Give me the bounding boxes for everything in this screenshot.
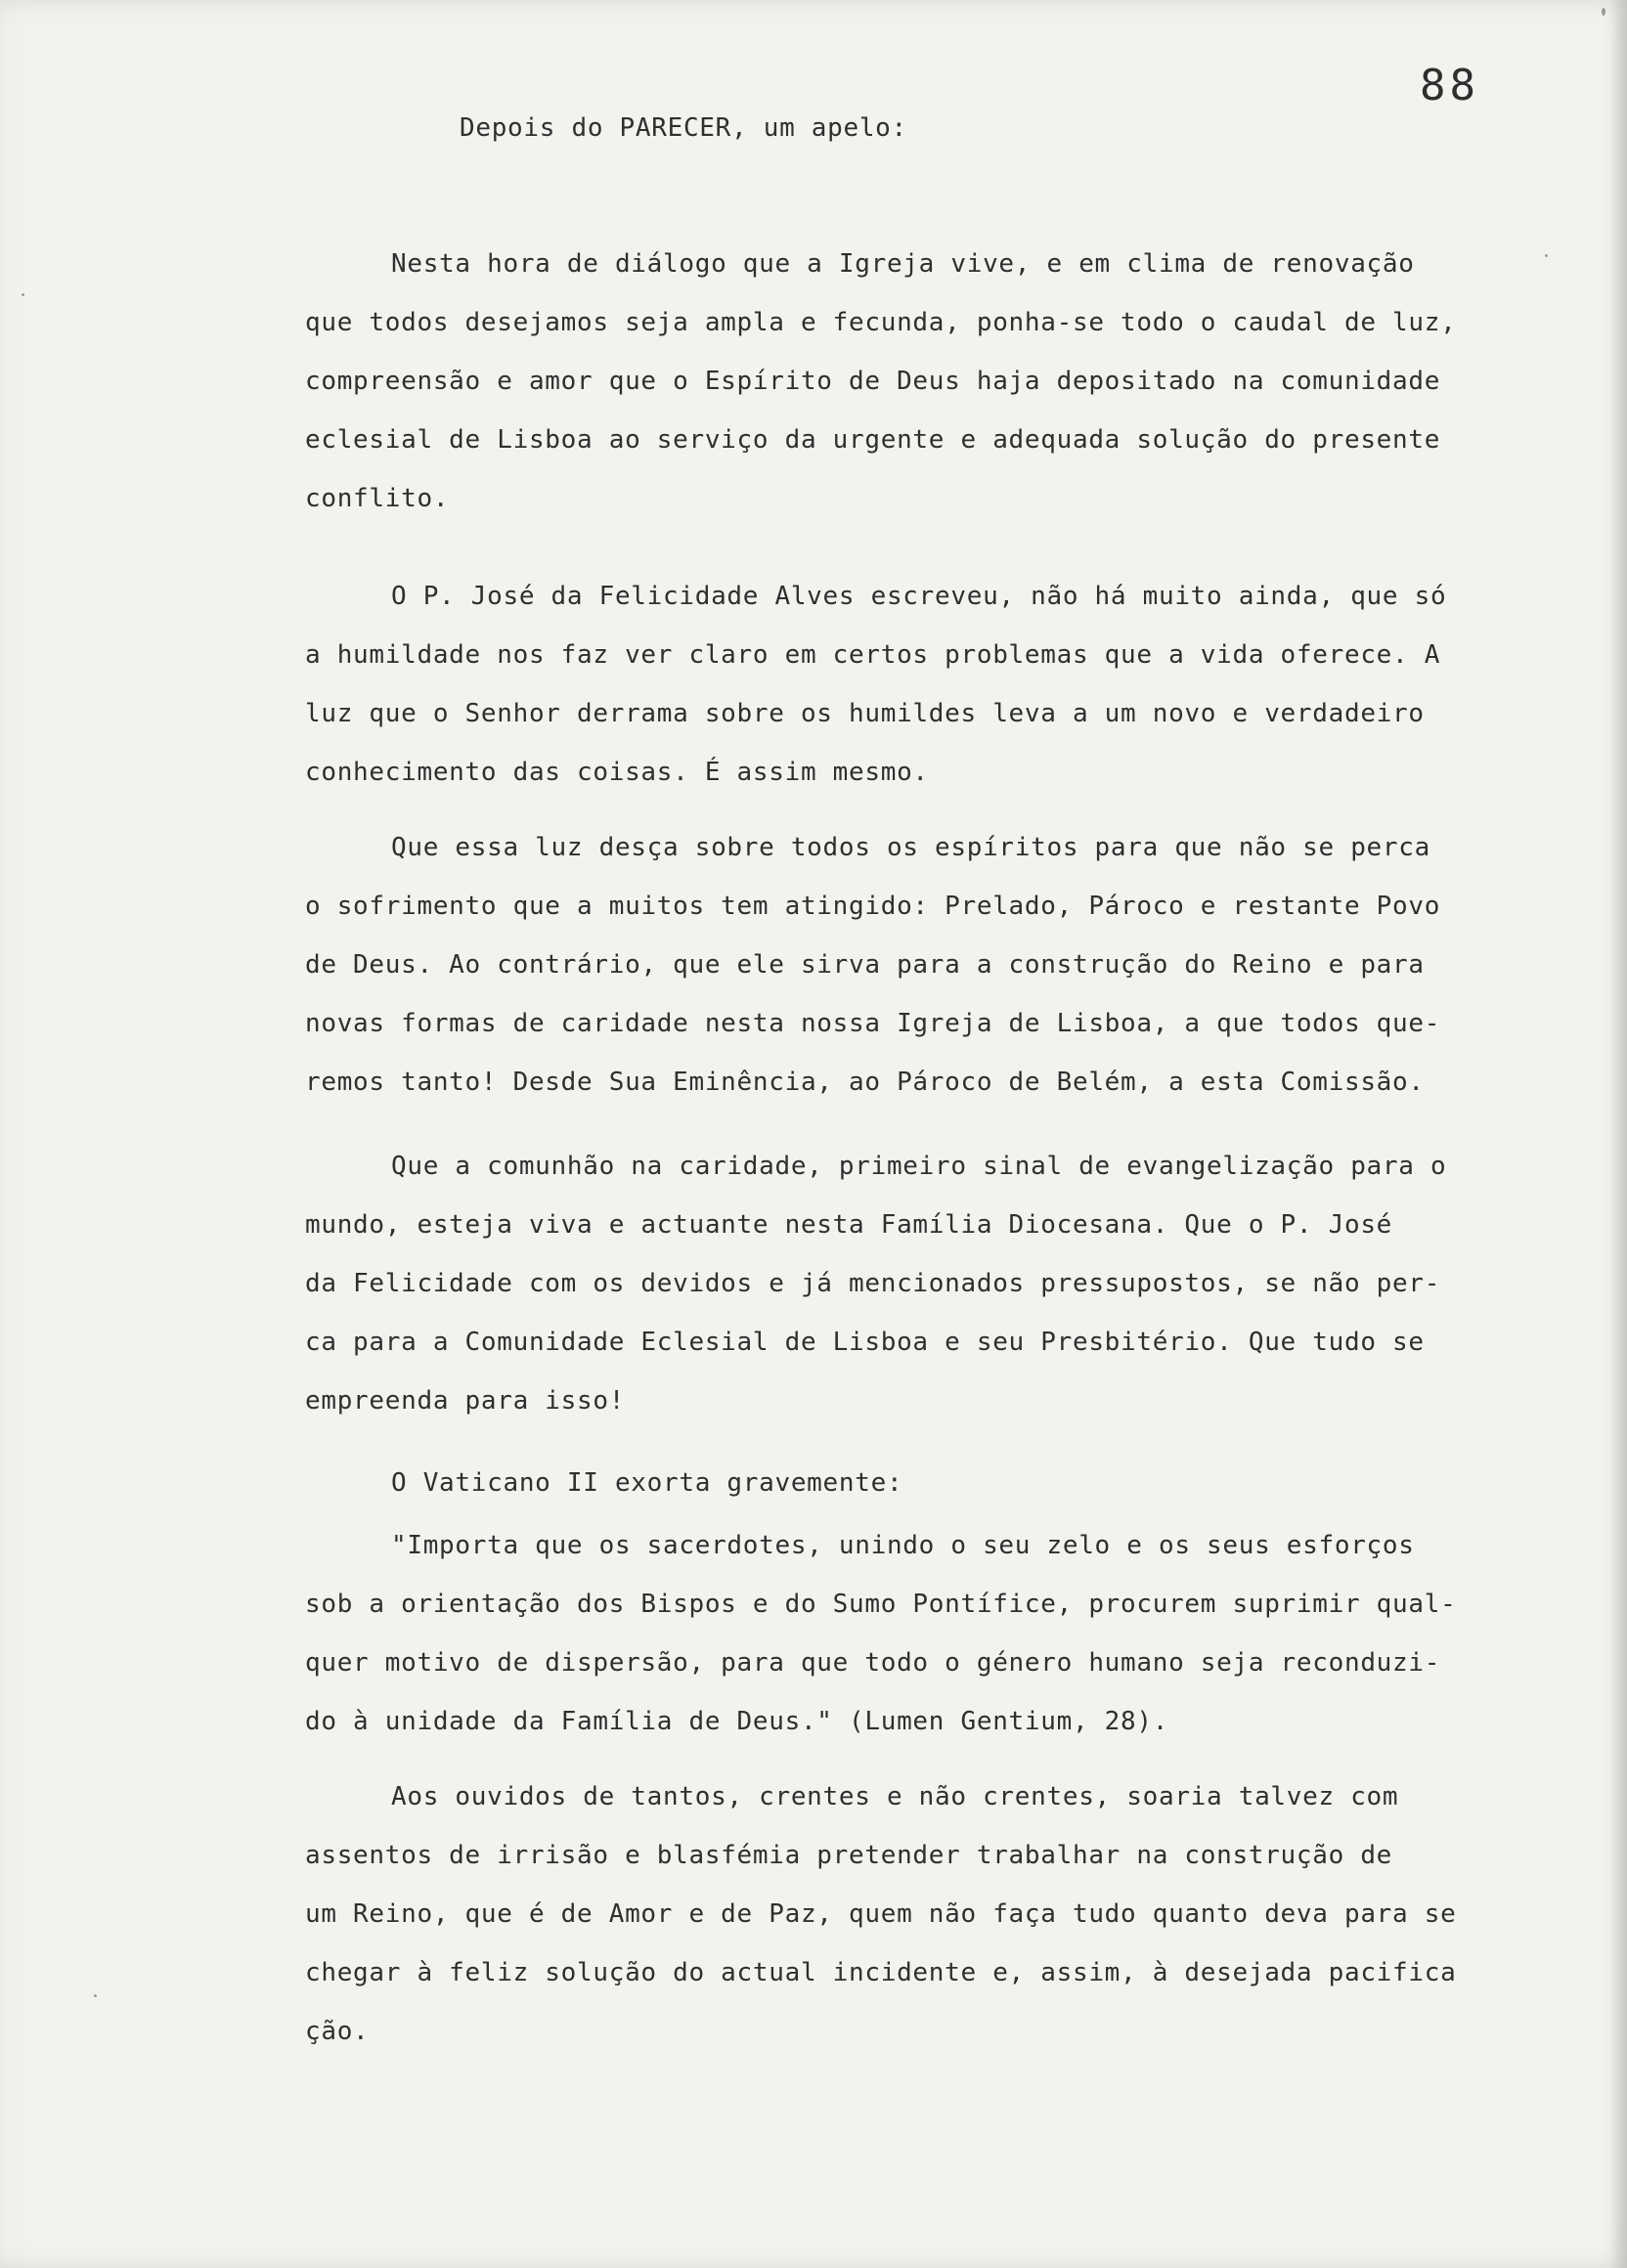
paragraph-line: Que a comunhão na caridade, primeiro sinal de evangelização para o [391,1152,1447,1181]
paragraph-line: da Felicidade com os devidos e já mencionados pressupostos, se não per- [305,1269,1441,1298]
paper-speck [22,293,24,296]
paragraph-line: O P. José da Felicidade Alves escreveu, não há muito ainda, que só [391,582,1447,611]
paragraph-line: Nesta hora de diálogo que a Igreja vive, e em clima de renovação [391,249,1415,279]
paragraph-line: ca para a Comunidade Eclesial de Lisboa e seu Presbitério. Que tudo se [305,1328,1425,1357]
paragraph-line: conhecimento das coisas. É assim mesmo. [305,758,929,787]
paragraph-line: luz que o Senhor derrama sobre os humildes leva a um novo e verdadeiro [305,699,1425,728]
paragraph-5 [305,1454,1576,1512]
paragraph-line: mundo, esteja viva e actuante nesta Família Diocesana. Que o P. José [305,1210,1393,1240]
paragraph-line: que todos desejamos seja ampla e fecunda, ponha-se todo o caudal de luz, [305,308,1457,337]
paragraph-line: Que essa luz desça sobre todos os espíritos para que não se perca [391,833,1430,862]
paragraph-3 [305,818,1576,1112]
paragraph-line: novas formas de caridade nesta nossa Igreja de Lisboa, a que todos que- [305,1009,1441,1038]
paragraph-2 [305,567,1576,802]
paragraph-line: um Reino, que é de Amor e de Paz, quem não faça tudo quanto deva para se [305,1899,1457,1929]
page-number: 88 [1420,61,1479,110]
paragraph-line: conflito. [305,484,450,513]
quotation-line: do à unidade da Família de Deus." (Lumen Gentium, 28). [305,1707,1169,1736]
page-edge-shadow [1609,0,1627,2268]
paragraph-4 [305,1137,1576,1430]
paragraph-line: compreensão e amor que o Espírito de Deus haja depositado na comunidade [305,367,1441,396]
paper-speck [1545,254,1548,257]
paper-speck [94,1994,97,1997]
paragraph-line: de Deus. Ao contrário, que ele sirva para a construção do Reino e para [305,950,1425,980]
paragraph-line: eclesial de Lisboa ao serviço da urgente e adequada solução do presente [305,425,1441,455]
paragraph-line: empreenda para isso! [305,1386,626,1416]
paragraph-1 [305,235,1576,528]
quotation-line: sob a orientação dos Bispos e do Sumo Pontífice, procurem suprimir qual- [305,1590,1457,1619]
paragraph-line: remos tanto! Desde Sua Eminência, ao Pároco de Belém, a esta Comissão. [305,1068,1425,1097]
paragraph-line: ção. [305,2017,370,2046]
paragraph-line: chegar à feliz solução do actual incidente e, assim, à desejada pacifica [305,1958,1457,1987]
paragraph-line: a humildade nos faz ver claro em certos problemas que a vida oferece. A [305,640,1441,670]
paragraph-line: O Vaticano II exorta gravemente: [391,1468,903,1498]
paper-speck [1602,8,1605,16]
paragraph-7 [305,1767,1576,2061]
paragraph-line: Aos ouvidos de tantos, crentes e não crentes, soaria talvez com [391,1782,1399,1811]
paragraph-line: assentos de irrisão e blasfémia pretender trabalhar na construção de [305,1841,1393,1870]
heading: Depois do PARECER, um apelo: [460,113,907,143]
paragraph-line: o sofrimento que a muitos tem atingido: Prelado, Pároco e restante Povo [305,892,1441,921]
quotation-line: "Importa que os sacerdotes, unindo o seu zelo e os seus esforços [391,1531,1415,1560]
quotation-line: quer motivo de dispersão, para que todo o género humano seja reconduzi- [305,1648,1441,1678]
quotation-lumen-gentium [305,1516,1576,1751]
